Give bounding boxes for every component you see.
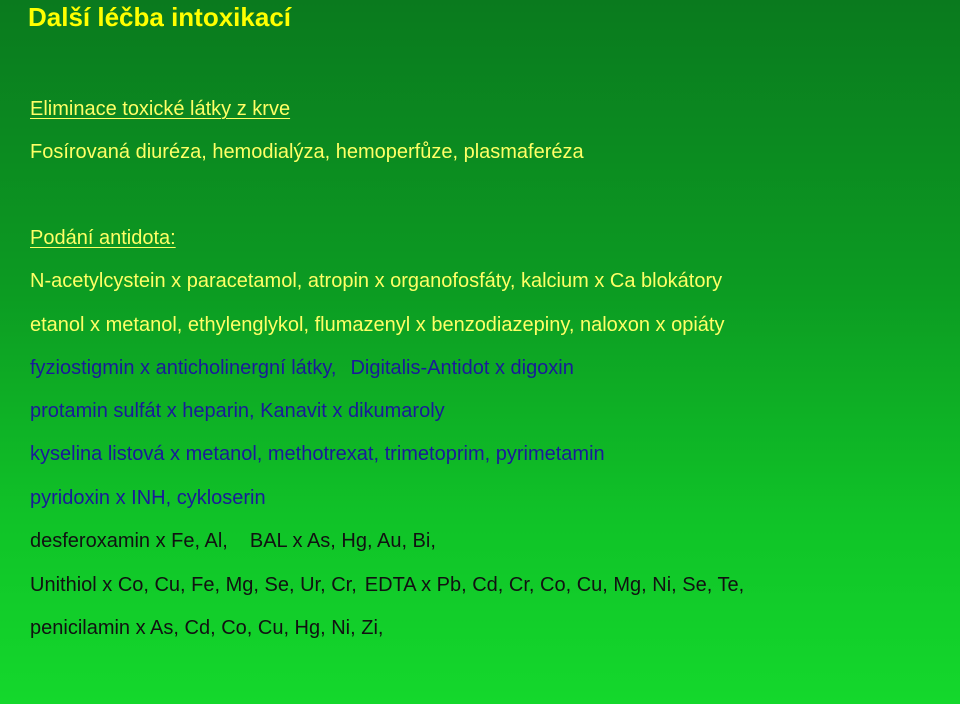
antidote-line-9: penicilamin x As, Cd, Co, Cu, Hg, Ni, Zi,: [30, 617, 384, 639]
antidote-line-3-a: fyziostigmin x anticholinergní látky,: [30, 357, 337, 379]
antidote-line-2: etanol x metanol, ethylenglykol, flumazenyl x benzodiazepiny, naloxon x opiáty: [30, 314, 725, 336]
antidote-line-6: pyridoxin x INH, cykloserin: [30, 487, 266, 509]
elimination-heading: Eliminace toxické látky z krve: [30, 98, 291, 120]
antidote-line-1: N-acetylcystein x paracetamol, atropin x organofosfáty, kalcium x Ca blokátory: [30, 270, 723, 292]
antidote-line-3: [30, 355, 574, 381]
antidote-line-8-a: Unithiol x Co, Cu, Fe, Mg, Se, Ur, Cr,: [30, 574, 357, 596]
antidote-line-8-b: EDTA x Pb, Cd, Cr, Co, Cu, Mg, Ni, Se, Te,: [364, 574, 745, 596]
antidote-line-5: kyselina listová x metanol, methotrexat, trimetoprim, pyrimetamin: [30, 443, 605, 465]
antidote-line-4: protamin sulfát x heparin, Kanavit x dikumaroly: [30, 400, 445, 422]
antidote-line-7-a: desferoxamin x Fe, Al,: [30, 530, 228, 552]
antidote-line-7-b: BAL x As, Hg, Au, Bi,: [249, 530, 436, 552]
antidote-line-8: [30, 572, 744, 598]
slide-title: Další léčba intoxikací: [28, 2, 292, 32]
antidote-line-7: [30, 528, 436, 554]
elimination-text: Fosírovaná diuréza, hemodialýza, hemoperfůze, plasmaferéza: [30, 141, 584, 163]
antidote-line-3-b: Digitalis-Antidot x digoxin: [350, 357, 574, 379]
antidote-heading: Podání antidota:: [30, 227, 176, 249]
